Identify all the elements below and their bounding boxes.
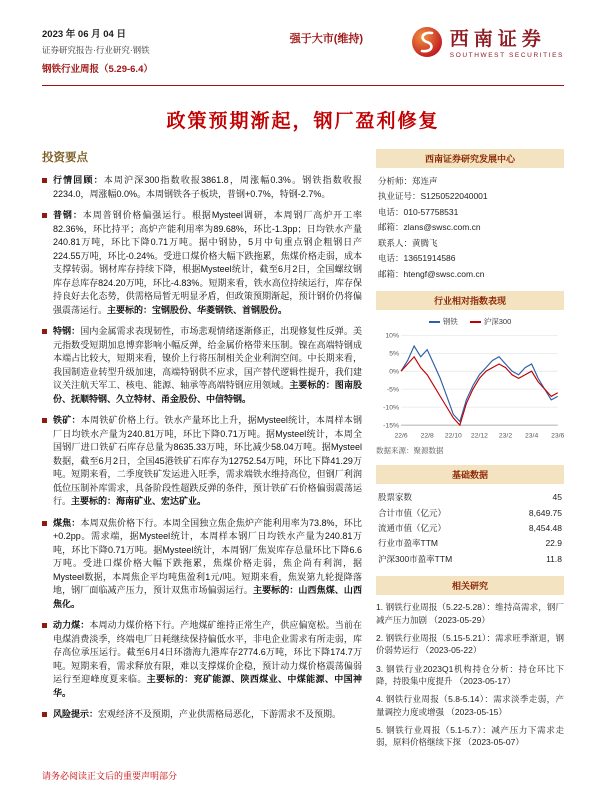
bullet-item: [42, 325, 362, 406]
footer-disclaimer: 请务必阅读正文后的重要声明部分: [42, 771, 178, 781]
kv-row: 邮箱： zlans@swsc.com.cn: [378, 222, 481, 233]
kv-row: 沪深300市盈率TTM 11.8: [378, 553, 562, 564]
related-research-list: [376, 601, 564, 748]
brand-logo: [411, 26, 564, 63]
svg-text:23/4: 23/4: [525, 432, 539, 440]
report-name: 钢铁行业周报（5.29-6.4）: [42, 64, 153, 75]
kv-row: 电话： 13651914586: [378, 253, 456, 264]
related-research-item: 5. 钢铁行业周报（5.1-5.7）：减产压力下需求走弱，原料价格继续下探 （2023-05-07）: [376, 724, 564, 748]
brand-name-cn: 西南证券: [449, 28, 546, 50]
related-research-item: 4. 钢铁行业周报（5.8-5.14）：需求淡季走弱，产量调控力度或增强 （2023-05-15）: [376, 694, 564, 717]
relative-index-chart: [376, 316, 564, 442]
legend-item: 沪深300: [470, 316, 512, 327]
rating-badge: 强于大市(维持): [289, 33, 364, 45]
related-research-item: 3. 钢铁行业2023Q1机构持仓分析：持仓环比下降，持股集中度提升 （2023-05-17）: [376, 663, 564, 686]
svg-text:22/8: 22/8: [420, 432, 434, 440]
bullet-text: 煤焦：本周双焦价格下行。本周全国独立焦企焦炉产能利用率为73.8%，环比+0.2pp。需求端，据Mysteel统计，本周样本钢厂日均铁水产量为240.81万吨，环比下降0.71万吨。据Mysteel统计，本周钢厂焦炭库存总量环比下降6.6万吨。受进口煤价格大幅下跌拖累，焦煤价格走弱，焦企尚有利润，据Mysteel数据，本周焦企平均吨焦盈利1元/吨。短期来看，焦炭第九轮提降落地，钢厂面临减产压力，预计双焦市场偏弱运行。主要标的：山西焦煤、山西焦化。: [53, 517, 362, 609]
kv-row: 电话： 010-57758531: [378, 206, 459, 217]
section-title-investment-points: 投资要点: [42, 152, 88, 164]
chart-section-title: 行业相对指数表现: [376, 291, 564, 310]
bullet-square-icon: [42, 213, 47, 218]
bullet-text: 动力煤：本周动力煤价格下行。产地煤矿维持正常生产，供应偏宽松。当前在电煤消费淡季，终端电厂日耗继续保持偏低水平，非电企业需求有所走弱，库存高位承压运行。截至6月4日环渤海九港库存2774.6万吨，环比下降174.7万吨。短期来看，需求释放有限，难以支撑煤价企稳，预计动力煤价格震荡偏弱运行至迎峰度夏来临。主要标的：兖矿能源、陕西煤业、中煤能源、中国神华。: [53, 620, 362, 698]
bullet-square-icon: [42, 623, 47, 628]
bullet-list: [42, 174, 362, 722]
bullet-square-icon: [42, 178, 47, 183]
kv-row: 合计市值（亿元） 8,649.75: [378, 507, 562, 518]
main-column: [42, 149, 362, 755]
svg-text:-15%: -15%: [383, 422, 399, 430]
bullet-item: [42, 619, 362, 700]
bullet-text: 普钢：本周普钢价格偏强运行。根据Mysteel调研，本周钢厂高炉开工率82.36%，环比持平；高炉产能利用率为89.68%，环比-1.3pp；日均铁水产量240.81万吨，环比下降0.71万吨。据中钢协，5月中旬重点钢企粗钢日产224.55万吨，环比-0.24%。受进口煤价格大幅下跌拖累，焦煤价格走弱，成本支撑转弱。钢材库存持续下降，根据Mysteel统计，截至6月2日，全国螺纹钢库存总库存824.20万吨，环比-4.83%。短期来看，铁水高位持续运行，库存保持良好去化态势，供需格局暂无明显矛盾，但政策预期渐起，预计钢价仍将偏强震荡运行。主要标的：宝钢股份、华菱钢铁、首钢股份。: [53, 210, 362, 315]
legend-swatch-icon: [429, 321, 440, 323]
brand-logo-icon: [411, 26, 443, 63]
legend-item: 钢铁: [429, 316, 458, 327]
related-research-item: 2. 钢铁行业周报（5.15-5.21）：需求旺季渐退，钢价弱势运行 （2023-05-22）: [376, 633, 564, 656]
chart-legend: [376, 316, 564, 327]
bullet-square-icon: [42, 521, 47, 526]
kv-row: 邮箱： htengf@swsc.com.cn: [378, 268, 485, 279]
kv-row: 执业证号： S1250522040001: [378, 191, 488, 202]
bullet-text: 风险提示：宏观经济不及预期，产业供需格局恶化，下游需求不及预期。: [53, 709, 342, 719]
related-research-item: 1. 钢铁行业周报（5.22-5.28）：维持高需求，钢厂减产压力加剧 （2023-05-29）: [376, 602, 564, 625]
analyst-info: [376, 174, 564, 282]
base-data: [376, 490, 564, 567]
report-date: 2023 年 06 月 04 日: [42, 29, 126, 40]
svg-text:22/10: 22/10: [444, 432, 462, 440]
svg-text:0%: 0%: [389, 368, 399, 376]
bullet-square-icon: [42, 712, 47, 717]
report-type: 证券研究报告·行业研究·钢铁: [42, 45, 150, 55]
kv-row: 行业市盈率TTM 22.9: [378, 538, 562, 549]
sidebar: [376, 149, 564, 755]
bullet-text: 特钢：国内金属需求表现韧性，市场悲观情绪逐渐修正，出现修复性反弹。美元指数受短期加息博弈影响小幅反弹，给金属价格带来压制。镍在高端特钢成本端占比较大，短期来看，镍价上行将压制相关企业利润空间。中长期来看，我国制造业转型升级加速，高端特钢供不应求，国产替代逻辑性提升，我们建议关注航天军工、核电、能源、轴承等高端特钢应用领域。主要标的：图南股份、抚顺特钢、久立特材、甬金股份、中信特钢。: [53, 326, 362, 404]
bullet-item: [42, 414, 362, 509]
bullet-text: 行情回顾：本周沪深300指数收报3861.8，周涨幅0.3%。钢铁指数收报2234.0，周涨幅0.0%。本周钢铁各子板块，普钢+0.7%，特钢-2.7%。: [53, 175, 362, 199]
kv-row: 流通市值（亿元） 8,454.48: [378, 523, 562, 534]
svg-text:-10%: -10%: [383, 404, 399, 412]
brand-name-en: SOUTHWEST SECURITIES: [449, 52, 564, 60]
bullet-item: [42, 209, 362, 317]
header-divider: [42, 85, 564, 86]
svg-text:10%: 10%: [385, 332, 399, 340]
svg-text:-5%: -5%: [386, 386, 399, 394]
bullet-item: [42, 708, 362, 722]
kv-row: 分析师： 郑连声: [378, 176, 438, 186]
data-source: 数据来源：聚源数据: [376, 446, 444, 456]
related-research-title: 相关研究: [376, 576, 564, 595]
brand-text: [450, 30, 564, 60]
report-title: 政策预期渐起，钢厂盈利修复: [166, 111, 440, 132]
kv-row: 联系人： 黄腾飞: [378, 237, 438, 248]
chart-canvas: [376, 329, 564, 442]
svg-text:22/12: 22/12: [470, 432, 488, 440]
bullet-square-icon: [42, 329, 47, 334]
report-header: [42, 26, 564, 75]
legend-swatch-icon: [470, 321, 481, 323]
content: [42, 149, 564, 755]
bullet-item: [42, 517, 362, 612]
svg-text:23/2: 23/2: [498, 432, 513, 440]
svg-text:23/6: 23/6: [551, 432, 564, 440]
research-center-title: 西南证券研究发展中心: [376, 149, 564, 168]
kv-row: 股票家数 45: [378, 492, 562, 503]
svg-text:22/6: 22/6: [394, 432, 408, 440]
bullet-square-icon: [42, 418, 47, 423]
svg-text:5%: 5%: [389, 350, 399, 358]
header-left: [42, 26, 242, 75]
bullet-text: 铁矿：本周铁矿价格上行。铁水产量环比上升，据Mysteel统计，本周样本钢厂日均铁水产量为240.81万吨，环比下降0.71万吨。据Mysteel统计，本周全国钢厂进口铁矿石库存总量为8635.33万吨，环比减少58.04万吨。据Mysteel数据，截至6月2日，全国45港铁矿石库存为12752.54万吨，环比下降41.29万吨。短期来看，二季度铁矿发运进入旺季，需求端铁水维持高位，但钢厂利润低位压制补库需求，具备阶段性超跌反弹的条件，预计铁矿石价格偏弱震荡运行。主要标的：海南矿业、宏达矿业。: [53, 415, 362, 506]
bullet-item: [42, 174, 362, 201]
base-data-title: 基础数据: [376, 465, 564, 484]
